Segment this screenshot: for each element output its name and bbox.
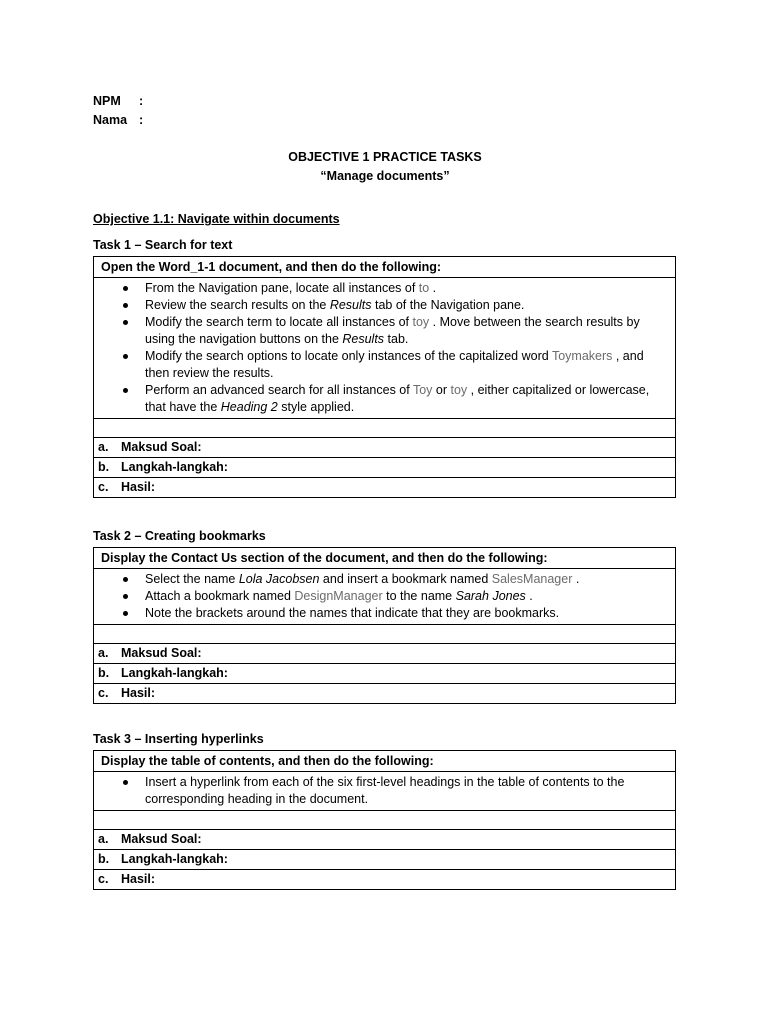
task3-answer-hasil[interactable]: c. Hasil:	[94, 870, 676, 890]
task2-answer-langkah[interactable]: b. Langkah-langkah:	[94, 664, 676, 684]
document-subtitle: “Manage documents”	[320, 169, 450, 183]
npm-label: NPM	[93, 94, 121, 108]
task2-blank-row	[94, 625, 676, 644]
task1-blank-row	[94, 419, 676, 438]
task2-item-3: Note the brackets around the names that indicate that they are bookmarks.	[145, 605, 667, 622]
task1-item-5: Perform an advanced search for all instances of Toy or toy , either capitalized or lowercase, that have the Heading 2 style applied.	[145, 382, 667, 416]
task3-title: Task 3 – Inserting hyperlinks	[93, 732, 264, 746]
task1-item-4: Modify the search options to locate only instances of the capitalized word Toymakers , and then review the results.	[145, 348, 667, 382]
task3-item-1: Insert a hyperlink from each of the six first-level headings in the table of contents to the corresponding heading in the document.	[145, 774, 667, 808]
task3-header: Display the table of contents, and then do the following:	[94, 751, 676, 772]
task1-table	[93, 256, 676, 498]
npm-colon: :	[139, 94, 144, 108]
task1-answer-langkah[interactable]: b. Langkah-langkah:	[94, 458, 676, 478]
nama-colon: :	[139, 113, 144, 127]
task3-table	[93, 750, 676, 890]
student-identity	[93, 92, 677, 130]
task3-answer-maksud[interactable]: a. Maksud Soal:	[94, 830, 676, 850]
task1-title: Task 1 – Search for text	[93, 238, 233, 252]
task2-answer-maksud[interactable]: a. Maksud Soal:	[94, 644, 676, 664]
task2-item-2: Attach a bookmark named DesignManager to the name Sarah Jones .	[145, 588, 667, 605]
task1-item-1: From the Navigation pane, locate all instances of to .	[145, 280, 667, 297]
task2-title: Task 2 – Creating bookmarks	[93, 529, 266, 543]
task1-answer-maksud[interactable]: a. Maksud Soal:	[94, 438, 676, 458]
npm-row	[93, 92, 677, 111]
task1-item-3: Modify the search term to locate all instances of toy . Move between the search results by using the navigation buttons on the Results tab.	[145, 314, 667, 348]
task1-header: Open the Word_1-1 document, and then do the following:	[94, 257, 676, 278]
document-heading	[93, 148, 677, 186]
task1-instructions	[94, 278, 676, 419]
objective-heading: Objective 1.1: Navigate within documents	[93, 212, 340, 226]
task2-header: Display the Contact Us section of the document, and then do the following:	[94, 548, 676, 569]
document-title: OBJECTIVE 1 PRACTICE TASKS	[288, 150, 482, 164]
task3-blank-row	[94, 811, 676, 830]
nama-label: Nama	[93, 113, 128, 127]
document-page	[93, 92, 677, 890]
task2-instructions	[94, 569, 676, 625]
nama-row	[93, 111, 677, 130]
task3-instructions	[94, 772, 676, 811]
task2-table	[93, 547, 676, 704]
task2-item-1: Select the name Lola Jacobsen and insert a bookmark named SalesManager .	[145, 571, 667, 588]
task1-answer-hasil[interactable]: c. Hasil:	[94, 478, 676, 498]
task3-answer-langkah[interactable]: b. Langkah-langkah:	[94, 850, 676, 870]
task2-answer-hasil[interactable]: c. Hasil:	[94, 684, 676, 704]
task1-item-2: Review the search results on the Results tab of the Navigation pane.	[145, 297, 667, 314]
